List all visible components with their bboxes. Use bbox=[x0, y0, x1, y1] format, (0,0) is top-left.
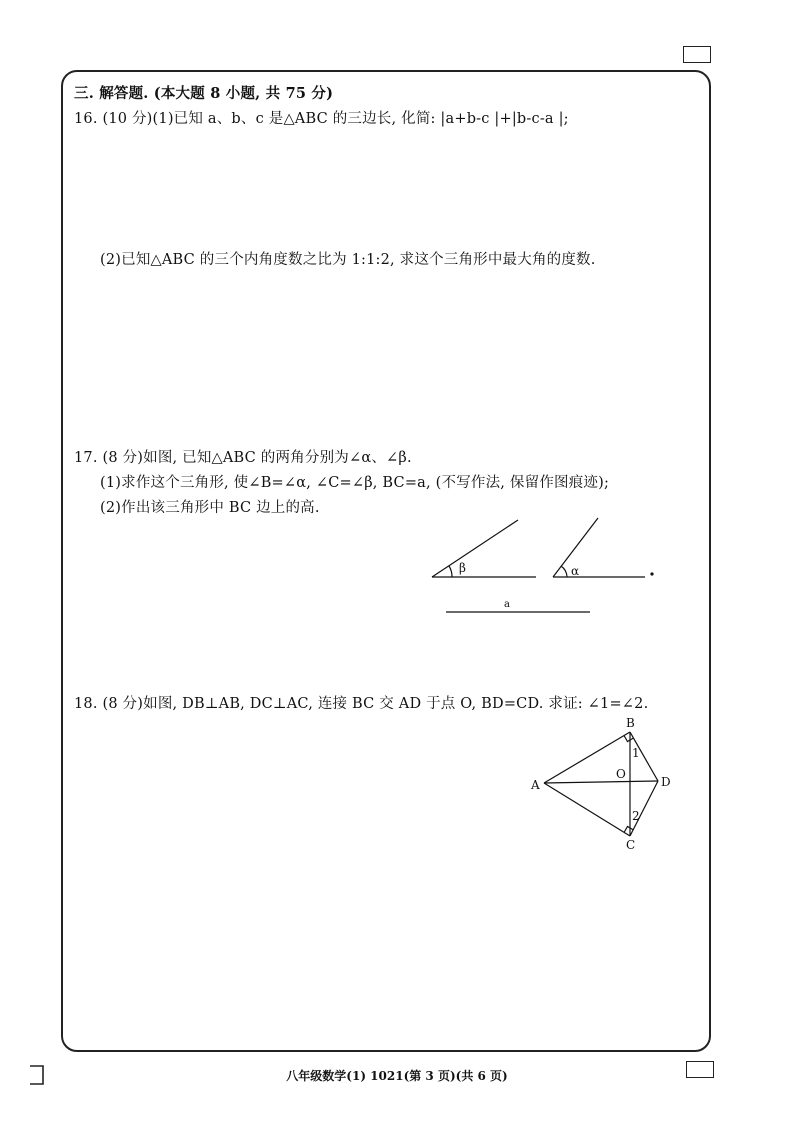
question-16-part-2: (2)已知△ABC 的三个内角度数之比为 1:1:2, 求这个三角形中最大角的度数. bbox=[100, 252, 596, 268]
angle-alpha-figure bbox=[553, 518, 645, 577]
angle-1-label: 1 bbox=[632, 746, 640, 760]
question-17-part-1: (1)求作这个三角形, 使∠B=∠α, ∠C=∠β, BC=a, (不写作法, 保留作图痕迹); bbox=[100, 475, 610, 491]
beta-label: β bbox=[459, 561, 466, 575]
section-header: 三. 解答题. (本大题 8 小题, 共 75 分) bbox=[74, 85, 334, 102]
alpha-label: α bbox=[571, 564, 580, 578]
question-16-part-1: 16. (10 分)(1)已知 a、b、c 是△ABC 的三边长, 化简: |a+b-c |+|b-c-a |; bbox=[74, 111, 569, 127]
segment-a-label: a bbox=[504, 599, 510, 610]
trailing-dot bbox=[650, 572, 653, 575]
quadrilateral-figure bbox=[544, 732, 658, 836]
point-o-label: O bbox=[616, 767, 626, 781]
angle-beta-figure bbox=[432, 520, 536, 577]
point-a-label: A bbox=[531, 778, 540, 792]
question-17-stem: 17. (8 分)如图, 已知△ABC 的两角分别为∠α、∠β. bbox=[74, 450, 412, 466]
question-18-stem: 18. (8 分)如图, DB⊥AB, DC⊥AC, 连接 BC 交 AD 于点 O, BD=CD. 求证: ∠1=∠2. bbox=[74, 696, 649, 712]
point-b-label: B bbox=[626, 716, 635, 730]
page-footer: 八年级数学(1) 1021(第 3 页)(共 6 页) bbox=[286, 1069, 508, 1083]
angle-2-label: 2 bbox=[632, 809, 640, 823]
point-c-label: C bbox=[626, 838, 636, 852]
point-d-label: D bbox=[661, 775, 671, 789]
question-17-part-2: (2)作出该三角形中 BC 边上的高. bbox=[100, 500, 320, 516]
